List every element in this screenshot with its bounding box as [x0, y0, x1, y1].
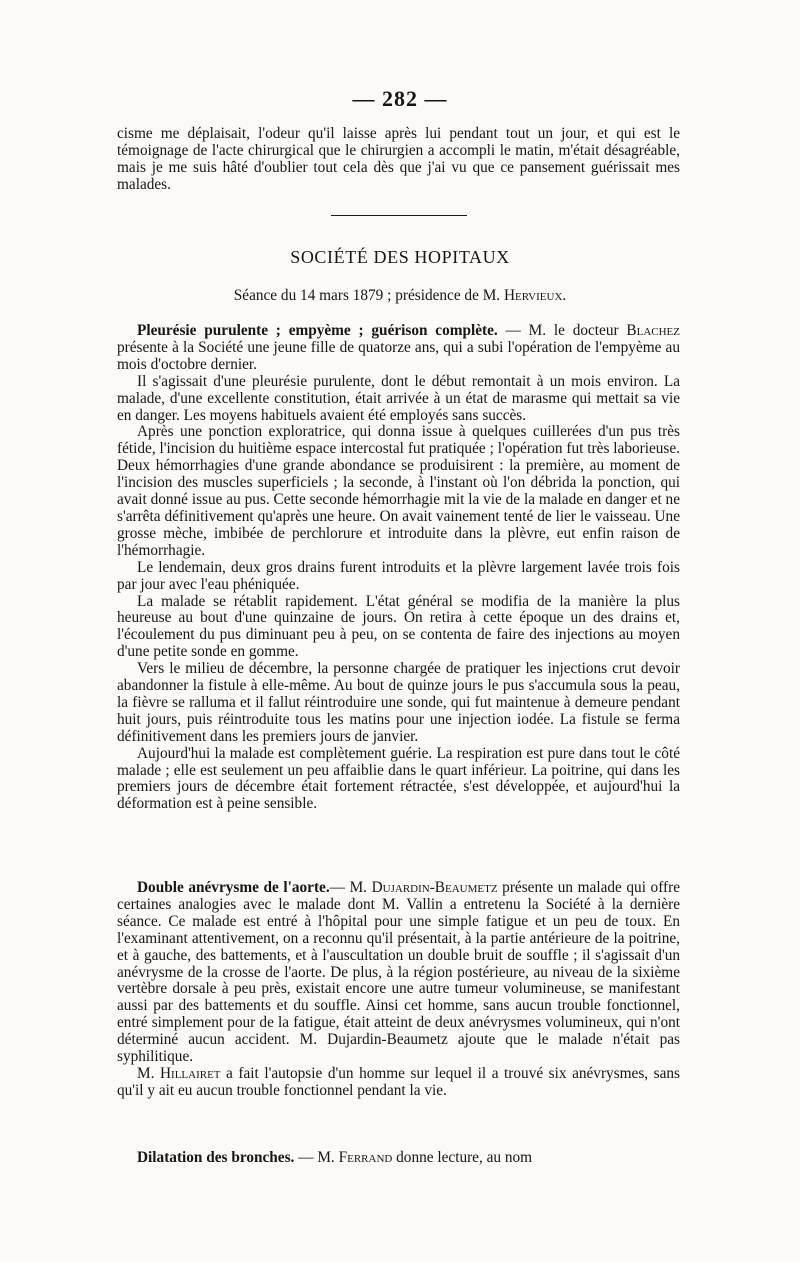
seance-text: Séance du 14 mars 1879 ; présidence de M. — [233, 287, 501, 304]
section-pleuresie — [117, 323, 680, 813]
section-divider — [331, 215, 467, 216]
page-number: — 282 — — [352, 86, 448, 111]
anevrysme-title: Double anévrysme de l'aorte. — [137, 879, 330, 896]
doctor-name: Blachez — [626, 322, 680, 339]
dilatation-title: Dilatation des bronches. — [137, 1149, 295, 1166]
pleuresie-paragraph-1: Pleurésie purulente ; empyème ; guérison complète. — M. le docteur Blachez présente à la Société une jeune fille de quatorze ans, qui a subi l'opération de l'empyème au mois d'octobre dernier. — [117, 322, 680, 373]
doctor-name: Ferrand — [338, 1149, 393, 1166]
seance-line — [0, 287, 800, 305]
intro-paragraph: cisme me déplaisait, l'odeur qu'il laisse après lui pendant tout un jour, et qui est le témoignage de l'acte chirurgical que le chirurgien a accompli le matin, m'était désagréable, mais je me suis hâté d'oublier tout cela dès que j'ai vu que ce pansement guérissait mes malades. — [117, 125, 680, 193]
anevrysme-paragraph-2: M. Hillairet a fait l'autopsie d'un homme sur lequel il a trouvé six anévrysmes, sans qu'il y ait eu aucun trouble fonctionnel pendant la vie. — [117, 1064, 681, 1099]
section-heading: SOCIÉTÉ DES HOPITAUX — [290, 247, 510, 267]
section-dilatation — [117, 1150, 680, 1167]
section-anevrysme — [117, 880, 680, 1100]
pleuresie-paragraph-4: Le lendemain, deux gros drains furent introduits et la plèvre largement lavée trois fois par jour avec l'eau phéniquée. — [117, 558, 680, 593]
intro-paragraph-block — [117, 126, 680, 194]
pleuresie-paragraph-3: Après une ponction exploratrice, qui donna issue à quelques cuillerées d'un pus très fétide, l'incision du huitième espace intercostal fut pratiquée ; l'opération fut très laborieuse. Deux hémorrhagies d'une grande abondance se produisirent : la première, au moment de l'incision des muscles superficiels ; la seconde, à l'instant où l'on débrida la ponction, qui avait donné issue au pus. Cette seconde hémorrhagie mit la vie de la malade en danger et ne s'arrêta définitivement qu'après une heure. On avait vainement tenté de lier le vaisseau. Une grosse mèche, imbibée de perchlorure et introduite dans la plèvre, eut enfin raison de l'hémorrhagie. — [117, 423, 680, 559]
pleuresie-paragraph-5: La malade se rétablit rapidement. L'état général se modifia de la manière la plus heureuse au bout d'une quinzaine de jours. On retira à cette époque un des drains et, l'écoulement du pus diminuant peu à peu, on se contenta de faire des injections au moyen d'une petite sonde en gomme. — [117, 592, 680, 661]
doctor-name: Hillairet — [159, 1064, 221, 1082]
anevrysme-paragraph-1: Double anévrysme de l'aorte.— M. Dujardin-Beaumetz présente un malade qui offre certaines analogies avec le malade dont M. Vallin a entretenu la Société à la dernière séance. Ce malade est entré à l'hôpital pour une simple fatigue et un peu de toux. En l'examinant attentivement, on a reconnu qu'il présentait, à la partie antérieure de la poitrine, et à gauche, des battements, et à l'auscultation un double bruit de souffle ; il s'agissait d'un anévrysme de la crosse de l'aorte. De plus, à la région postérieure, au niveau de la sixième vertèbre dorsale à peu près, existait encore une autre tumeur volumineuse, se manifestant aussi par des battements et du souffle. Ainsi cet homme, sans aucun trouble fonctionnel, entré simplement pour de la fatigue, était atteint de deux anévrysmes volumineux, qui n'ont déterminé aucun accident. M. Dujardin-Beaumetz ajoute que le malade n'était pas syphilitique. — [117, 879, 680, 1066]
pleuresie-paragraph-6: Vers le milieu de décembre, la personne chargée de pratiquer les injections crut devoir abandonner la fistule à elle-même. Au bout de quinze jours le pus s'accumula sous la peau, la fièvre se ralluma et il fallut réintroduire une sonde, qui fut maintenue à demeure pendant huit jours, puis réintroduite tous les matins pour une injection iodée. La fistule se ferma définitivement dans les premiers jours de janvier. — [117, 660, 680, 745]
seance-president: Hervieux. — [503, 287, 567, 304]
dilatation-paragraph: Dilatation des bronches. — M. Ferrand donne lecture, au nom — [137, 1149, 533, 1166]
doctor-name: Dujardin-Beaumetz — [371, 879, 498, 896]
pleuresie-paragraph-2: Il s'agissait d'une pleurésie purulente, dont le début remontait à un mois environ. La malade, d'une excellente constitution, était arrivée à un état de marasme qui mettait sa vie en danger. Les moyens habituels avaient été employés sans succès. — [117, 372, 680, 424]
pleuresie-paragraph-7: Aujourd'hui la malade est complètement guérie. La respiration est pure dans tout le côté malade ; elle est seulement un peu affaiblie dans le quart inférieur. La poitrine, qui dans les premiers jours de décembre était fortement rétractée, s'est développée, et aujourd'hui la déformation est à peine sensible. — [117, 744, 680, 813]
pleuresie-title: Pleurésie purulente ; empyème ; guérison complète. — [137, 322, 498, 339]
